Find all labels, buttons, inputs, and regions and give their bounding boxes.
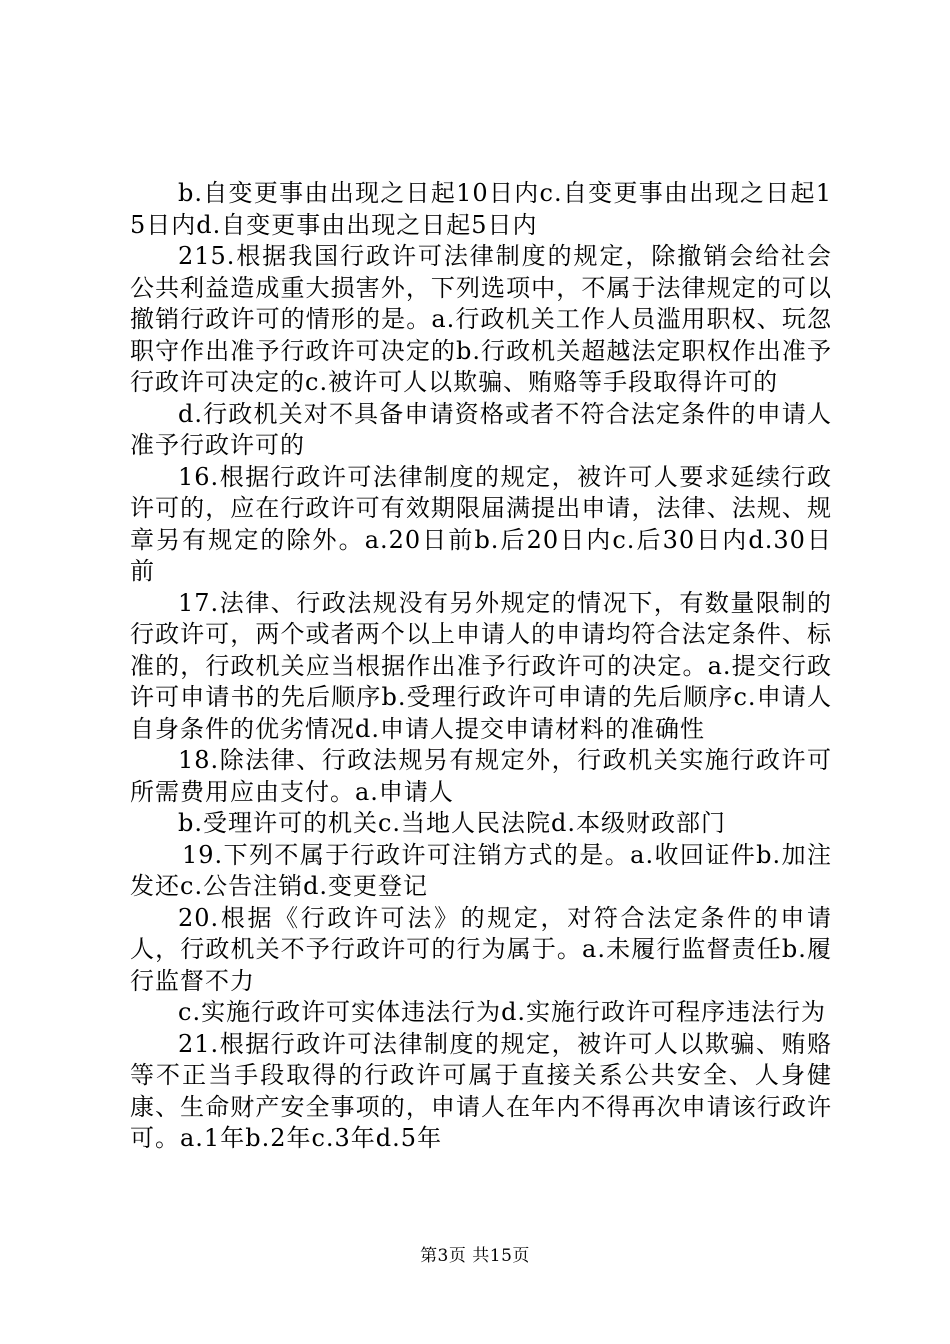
page-number-footer: 第3页 共15页 bbox=[420, 1246, 530, 1266]
paragraph-question-19: 19.下列不属于行政许可注销方式的是。a.收回证件b.加注发还c.公告注销d.变更登记 bbox=[130, 840, 832, 900]
paragraph-question-20-options: c.实施行政许可实体违法行为d.实施行政许可程序违法行为 bbox=[178, 998, 827, 1026]
document-body bbox=[130, 178, 832, 1155]
paragraph-question-21: 21.根据行政许可法律制度的规定，被许可人以欺骗、贿赂等不正当手段取得的行政许可属于直接关系公共安全、人身健康、生命财产安全事项的，申请人在年内不得再次申请该行政许可。a.1年b.2年c.3年d.5年 bbox=[130, 1029, 832, 1152]
paragraph-question-17: 17.法律、行政法规没有另外规定的情况下，有数量限制的行政许可，两个或者两个以上申请人的申请均符合法定条件、标准的，行政机关应当根据作出准予行政许可的决定。a.提交行政许可申请书的先后顺序b.受理行政许可申请的先后顺序c.申请人自身条件的优劣情况d.申请人提交申请材料的准确性 bbox=[130, 588, 832, 743]
paragraph-options-continuation: b.自变更事由出现之日起10日内c.自变更事由出现之日起15日内d.自变更事由出现之日起5日内 bbox=[130, 179, 832, 239]
paragraph-question-20: 20.根据《行政许可法》的规定，对符合法定条件的申请人，行政机关不予行政许可的行为属于。a.未履行监督责任b.履行监督不力 bbox=[130, 903, 832, 995]
paragraph-option-d: d.行政机关对不具备申请资格或者不符合法定条件的申请人准予行政许可的 bbox=[130, 399, 832, 459]
paragraph-question-18-options: b.受理许可的机关c.当地人民法院d.本级财政部门 bbox=[178, 809, 727, 837]
paragraph-question-16: 16.根据行政许可法律制度的规定，被许可人要求延续行政许可的，应在行政许可有效期限届满提出申请，法律、法规、规章另有规定的除外。a.20日前b.后20日内c.后30日内d.30日前 bbox=[130, 462, 832, 585]
paragraph-question-18: 18.除法律、行政法规另有规定外，行政机关实施行政许可所需费用应由支付。a.申请人 bbox=[130, 746, 832, 806]
paragraph-question-215: 215.根据我国行政许可法律制度的规定，除撤销会给社会公共利益造成重大损害外，下列选项中，不属于法律规定的可以撤销行政许可的情形的是。a.行政机关工作人员滥用职权、玩忽职守作出准予行政许可决定的b.行政机关超越法定职权作出准予行政许可决定的c.被许可人以欺骗、贿赂等手段取得许可的 bbox=[130, 242, 832, 396]
